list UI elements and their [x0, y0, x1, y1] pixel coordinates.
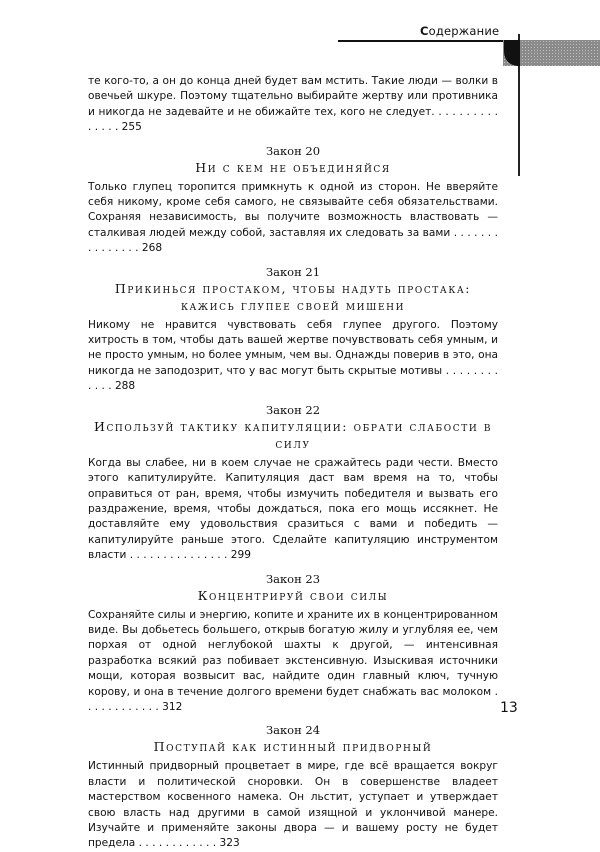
law-entry [88, 723, 498, 851]
law-title: Поступай как истинный придворный [153, 739, 433, 755]
running-header-text: одержание [428, 24, 500, 38]
law-title: Концентрируй свои силы [197, 587, 389, 603]
law-entry [88, 403, 498, 564]
law-title: Прикинься простаком, чтобы надуть простака: кажись глупее своей мишени [114, 280, 472, 313]
law-entry [88, 572, 498, 716]
law-summary: Никому не нравится чувствовать себя глупее другого. Поэтому хитрость в том, чтобы дать вашей жертве почувствовать себя умным, и не просто умным, но более умным, чем вы. Однажды поверив в это, она никогда не заподозрит, что у вас могут быть скрытые мотивы . . . . . . . . . . . . 288 [88, 318, 498, 393]
law-entry [88, 144, 498, 257]
header-rule [338, 40, 518, 42]
law-title: Ни с кем не объединяйся [195, 159, 391, 175]
law-number: Закон 22 [265, 402, 321, 417]
law-summary: Когда вы слабее, ни в коем случае не сражайтесь ради чести. Вместо этого капитулируйте. Капитуляция даст вам время на то, чтобы оправиться от ран, время, чтобы измучить победителя и вызвать его раздражение, время, чтобы дождаться, пока его мощь иссякнет. Не доставляйте ему удовольствия сразиться с вами и победить — капитулируйте раньше этого. Сделайте капитуляцию инструментом власти . . . . . . . . . . . . . . . 299 [88, 456, 498, 562]
intro-paragraph: те кого-то, а он до конца дней будет вам мстить. Такие люди — волки в овечьей шкуре. Поэтому тщательно выбирайте жертву или противника и никогда не задевайте и не обижайте тех, кого не следует. . . . . . . . . . . . . . . 255 [88, 75, 498, 134]
law-summary: Только глупец торопится примкнуть к одной из сторон. Не вверяйте себя никому, кроме себя самого, не связывайте себя обязательствами. Сохраняя независимость, вы получите возможность властвовать — сталкивая людей между собой, заставляя их следовать за вами . . . . . . . . . . . . . . . 268 [88, 180, 498, 255]
toc-content [88, 74, 498, 852]
page-number: 13 [500, 700, 518, 716]
law-entry [88, 265, 498, 395]
running-header-initial: С [420, 24, 429, 38]
law-summary: Истинный придворный процветает в мире, где всё вращается вокруг власти и политической сноровки. Он в совершенстве владеет мастерством косвенного намека. Он льстит, уступает и утверждает свою власть над другими в самой изящной и уклончивой манере. Изучайте и применяйте законы двора — и вашему росту не будет предела . . . . . . . . . . . . 323 [88, 760, 498, 850]
law-number: Закон 21 [265, 264, 321, 279]
law-title: Используй тактику капитуляции: обрати слабости в силу [93, 418, 493, 451]
running-header [420, 24, 499, 38]
law-number: Закон 23 [265, 571, 321, 586]
law-number: Закон 20 [265, 143, 321, 158]
law-number: Закон 24 [265, 723, 321, 738]
law-summary: Сохраняйте силы и энергию, копите и храните их в концентрированном виде. Вы добьетесь большего, открыв богатую жилу и углубляя ее, чем порхая от одной неглубокой шахты к другой, — интенсивная разработка всякий раз побивает экстенсивную. Изыскивая источники мощи, которая возвысит вас, найдите один главный ключ, тучную корову, и она в течение долгого времени будет снабжать вас молоком . . . . . . . . . . . . 312 [88, 608, 498, 713]
